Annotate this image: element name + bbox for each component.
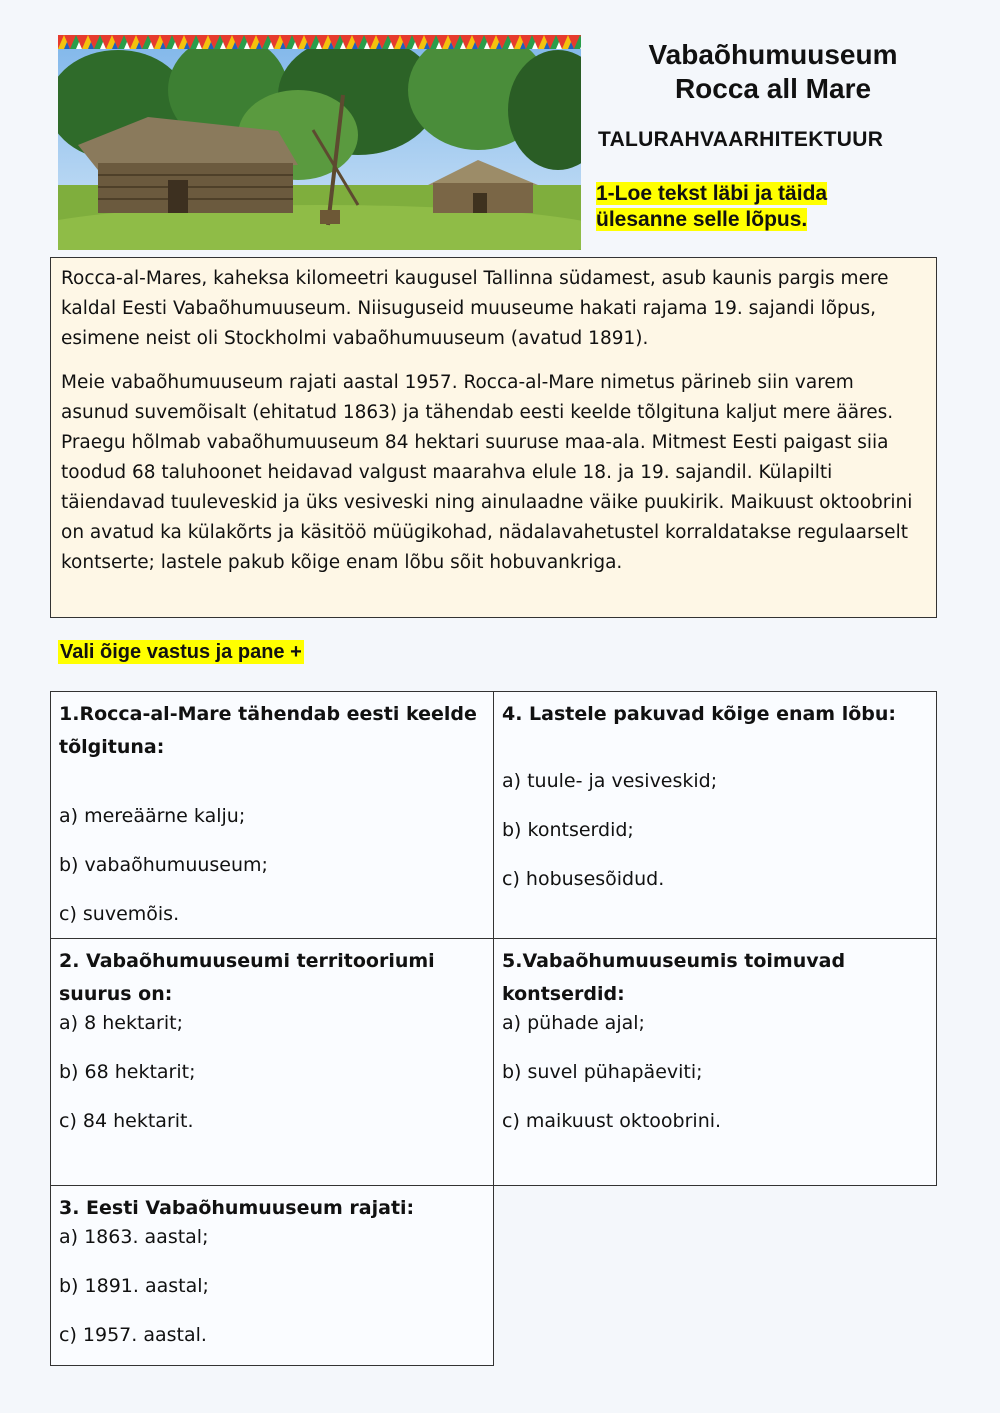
answer-option[interactable]: a) tuule- ja vesiveskid; bbox=[502, 770, 718, 792]
page-subtitle: TALURAHVAARHITEKTUUR bbox=[598, 128, 884, 151]
answer-option[interactable]: c) suvemõis. bbox=[59, 903, 180, 925]
task-line1: 1-Loe tekst läbi ja täida bbox=[596, 182, 828, 205]
answer-option[interactable]: c) maikuust oktoobrini. bbox=[502, 1110, 722, 1132]
question-text: 4. Lastele pakuvad kõige enam lõbu: bbox=[502, 703, 897, 725]
answer-option[interactable]: c) 1957. aastal. bbox=[59, 1324, 207, 1346]
question-4 bbox=[493, 691, 937, 939]
page-title bbox=[600, 38, 946, 106]
question-3 bbox=[50, 1185, 494, 1366]
answer-option[interactable]: b) suvel pühapäeviti; bbox=[502, 1061, 703, 1083]
question-text: 3. Eesti Vabaõhumuuseum rajati: bbox=[59, 1197, 415, 1219]
question-text: 5.Vabaõhumuuseumis toimuvad kontserdid: bbox=[502, 950, 846, 1005]
question-5 bbox=[493, 938, 937, 1186]
answer-option[interactable]: a) 8 hektarit; bbox=[59, 1012, 183, 1034]
task-line2: ülesanne selle lõpus. bbox=[596, 208, 808, 231]
question-1 bbox=[50, 691, 494, 939]
reading-paragraph-1: Rocca-al-Mares, kaheksa kilomeetri kaugusel Tallinna südamest, asub kaunis pargis mere kaldal Eesti Vabaõhumuuseum. Niisuguseid muuseume hakati rajama 19. sajandi lõpus, esimene neist oli Stockholmi vabaõhumuuseum (avatud 1891). bbox=[61, 268, 889, 349]
reading-text-box bbox=[50, 257, 937, 618]
question-text: 2. Vabaõhumuuseumi territooriumi suurus on: bbox=[59, 950, 435, 1005]
question-2 bbox=[50, 938, 494, 1186]
answer-option[interactable]: c) hobusesõidud. bbox=[502, 868, 665, 890]
answer-option[interactable]: a) 1863. aastal; bbox=[59, 1226, 209, 1248]
answer-instruction-text: Vali õige vastus ja pane + bbox=[60, 641, 302, 663]
answer-option[interactable]: a) pühade ajal; bbox=[502, 1012, 645, 1034]
answer-option[interactable]: a) mereäärne kalju; bbox=[59, 805, 246, 827]
answer-option[interactable]: c) 84 hektarit. bbox=[59, 1110, 194, 1132]
answer-option[interactable]: b) kontserdid; bbox=[502, 819, 634, 841]
answer-option[interactable]: b) vabaõhumuuseum; bbox=[59, 854, 268, 876]
answer-option[interactable]: b) 68 hektarit; bbox=[59, 1061, 196, 1083]
question-text: 1.Rocca-al-Mare tähendab eesti keelde tõlgituna: bbox=[59, 703, 477, 758]
task-instruction bbox=[596, 181, 896, 233]
museum-photo bbox=[58, 35, 581, 250]
reading-paragraph-2: Meie vabaõhumuuseum rajati aastal 1957. Rocca-al-Mare nimetus pärineb siin varem asunud suvemõisalt (ehitatud 1863) ja tähendab eesti keelde tõlgituna kaljut mere ääres. Praegu hõlmab vabaõhumuuseum 84 hektari suuruse maa-ala. Mitmest Eesti paigast siia toodud 68 taluhoonet heidavad valgust maarahva elule 18. ja 19. sajandil. Külapilti täiendavad tuuleveskid ja üks vesiveski ning ainulaadne väike puukirik. Maikuust oktoobrini on avatud ka külakõrts ja käsitöö müügikohad, nädalavahetustel korraldatakse regulaarselt kontserte; lastele pakub kõige enam lõbu sõit hobuvankriga. bbox=[61, 372, 913, 573]
answer-option[interactable]: b) 1891. aastal; bbox=[59, 1275, 209, 1297]
answer-instruction bbox=[58, 641, 304, 664]
title-line2: Rocca all Mare bbox=[674, 73, 872, 104]
title-line1: Vabaõhumuuseum bbox=[648, 39, 898, 70]
